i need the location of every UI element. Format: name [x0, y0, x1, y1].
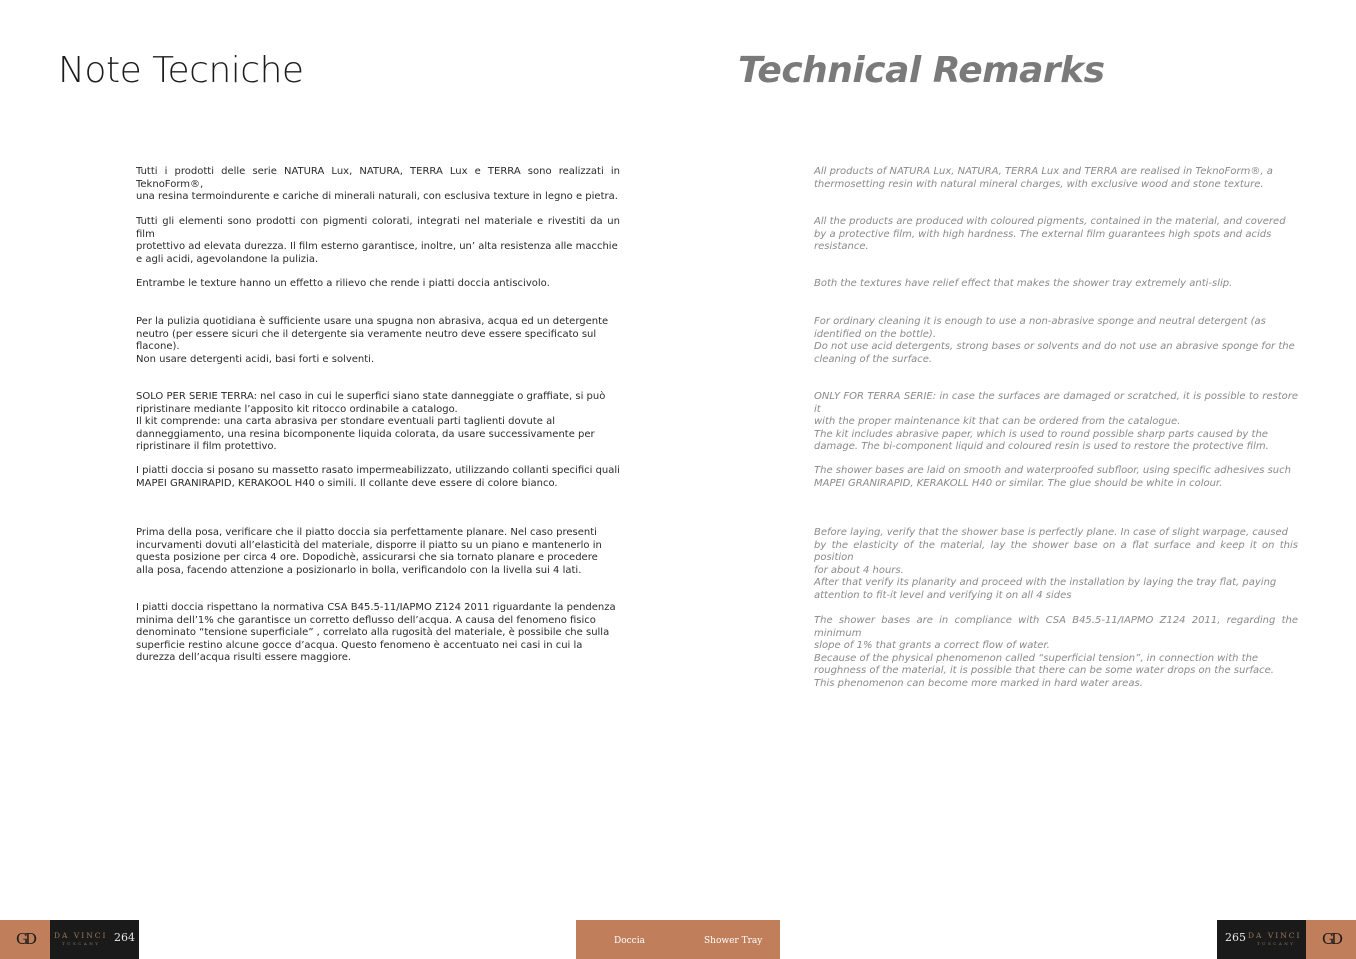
section-label-english: Shower Tray — [704, 936, 763, 946]
footer-section-label — [576, 920, 780, 959]
paragraph-line: The kit includes abrasive paper, which is used to round possible sharp parts caused by the — [814, 428, 1268, 440]
brand-subtitle: TUSCANY — [1257, 941, 1296, 946]
paragraph-line: MAPEI GRANIRAPID, KERAKOOL H40 o simili. Il collante deve essere di colore bianco. — [136, 477, 558, 489]
paragraph-line: This phenomenon can become more marked in hard water areas. — [814, 677, 1143, 689]
paragraph-line: flacone). — [136, 341, 180, 352]
paragraph-line: After that verify its planarity and proceed with the installation by laying the tray flat, paying — [814, 577, 1277, 588]
paragraph-line: Per la pulizia quotidiana è sufficiente usare una spugna non abrasiva, acqua ed un detergente — [136, 316, 609, 327]
paragraph-line: denominato “tensione superficiale” , correlato alla rugosità del materiale, è possibile che sulla — [136, 627, 610, 638]
paragraph — [814, 278, 1298, 291]
paragraph-line: questa posizione per circa 4 ore. Dopodichè, assicurarsi che sia tornato planare e procedere — [136, 552, 598, 563]
paragraph-line: Before laying, verify that the shower base is perfectly plane. In case of slight warpage, caused — [814, 527, 1288, 538]
paragraph-line: roughness of the material, it is possible that there can be some water drops on the surface. — [814, 665, 1274, 676]
paragraph — [136, 316, 620, 366]
paragraph-line: Non usare detergenti acidi, basi forti e solventi. — [136, 353, 375, 365]
paragraph-line: Tutti i prodotti delle serie NATURA Lux, NATURA, TERRA Lux e TERRA sono realizzati in TeknoForm®, — [136, 166, 620, 190]
paragraph — [814, 527, 1298, 602]
page-number-left: 264 — [114, 931, 135, 944]
paragraph-line: ripristinare mediante l’apposito kit ritocco ordinabile a catalogo. — [136, 403, 458, 415]
paragraph-line: for about 4 hours. — [814, 564, 904, 576]
paragraph — [136, 278, 620, 291]
paragraph-line: ONLY FOR TERRA SERIE: in case the surfaces are damaged or scratched, it is possible to restore it — [814, 391, 1298, 415]
paragraph-line: Prima della posa, verificare che il piatto doccia sia perfettamente planare. Nel caso presenti — [136, 527, 597, 538]
paragraph-line: slope of 1% that grants a correct flow of water. — [814, 640, 1050, 651]
logo-icon: GD — [1321, 930, 1340, 948]
brand-subtitle: TUSCANY — [62, 941, 101, 946]
paragraph-line: minima dell’1% che garantisce un corretto deflusso dell’acqua. A causa del fenomeno fisico — [136, 614, 596, 626]
paragraph-line: Both the textures have relief effect that makes the shower tray extremely anti-slip. — [814, 278, 1233, 289]
paragraph-line: identified on the bottle). — [814, 328, 936, 340]
section-label-italian: Doccia — [614, 936, 645, 946]
logo-icon: GD — [15, 930, 34, 948]
paragraph — [814, 166, 1298, 191]
paragraph-line: una resina termoindurente e cariche di minerali naturali, con esclusiva texture in legno e pietra. — [136, 191, 618, 202]
paragraph-line: SOLO PER SERIE TERRA: nel caso in cui le superfici siano state danneggiate o graffiate, si può — [136, 391, 606, 402]
paragraph — [814, 216, 1298, 254]
paragraph — [814, 465, 1298, 490]
paragraph-line: neutro (per essere sicuri che il detergente sia veramente neutro deve essere specificato sul — [136, 328, 597, 340]
paragraph-line: thermosetting resin with natural mineral charges, with exclusive wood and stone texture. — [814, 178, 1264, 190]
footer-tab-left — [0, 920, 50, 959]
paragraph — [136, 166, 620, 204]
paragraph-line: Do not use acid detergents, strong bases or solvents and do not use an abrasive sponge for the — [814, 341, 1295, 352]
paragraph-line: alla posa, facendo attenzione a posizionarlo in bolla, verificandolo con la livella sui 4 lati. — [136, 564, 582, 576]
paragraph-line: I piatti doccia rispettano la normativa CSA B45.5-11/IAPMO Z124 2011 riguardante la pendenza — [136, 602, 616, 613]
footer-brand-right — [1217, 920, 1306, 959]
footer-tab-right — [1306, 920, 1356, 959]
paragraph-line: Il kit comprende: una carta abrasiva per stondare eventuali parti taglienti dovute al — [136, 416, 556, 427]
paragraph — [136, 391, 620, 454]
paragraph-line: durezza dell’acqua risulti essere maggiore. — [136, 652, 352, 663]
paragraph-line: with the proper maintenance kit that can be ordered from the catalogue. — [814, 416, 1181, 427]
paragraph-line: MAPEI GRANIRAPID, KERAKOLL H40 or similar. The glue should be white in colour. — [814, 477, 1223, 489]
paragraph-line: superficie restino alcune gocce d’acqua. Questo fenomeno è accentuato nei casi in cui la — [136, 639, 583, 651]
paragraph — [814, 391, 1298, 454]
paragraph — [814, 316, 1298, 366]
paragraph-line: danneggiamento, una resina bicomponente liquida colorata, da usare successivamente per — [136, 428, 595, 440]
paragraph-line: damage. The bi-component liquid and coloured resin is used to restore the protective film. — [814, 441, 1269, 452]
paragraph-line: I piatti doccia si posano su massetto rasato impermeabilizzato, utilizzando collanti specifici quali — [136, 465, 620, 476]
paragraph-line: cleaning of the surface. — [814, 353, 933, 365]
paragraph-line: The shower bases are laid on smooth and waterproofed subfloor, using specific adhesives such — [814, 465, 1291, 476]
paragraph-line: attention to fit-it level and verifying it on all 4 sides — [814, 589, 1072, 601]
paragraph-line: protettivo ad elevata durezza. Il film esterno garantisce, inoltre, un’ alta resistenza alle macchie — [136, 241, 618, 252]
paragraph-line: Tutti gli elementi sono prodotti con pigmenti colorati, integrati nel materiale e rivestiti da un film — [136, 216, 620, 240]
paragraph-line: ripristinare il film protettivo. — [136, 441, 277, 452]
footer-brand-left — [50, 920, 139, 959]
paragraph-line: incurvamenti dovuti all’elasticità del materiale, disporre il piatto su un piano e mantenerlo in — [136, 539, 602, 551]
paragraph-line: resistance. — [814, 241, 869, 252]
paragraph — [136, 527, 620, 577]
paragraph-line: Entrambe le texture hanno un effetto a rilievo che rende i piatti doccia antiscivolo. — [136, 278, 550, 289]
brand-name: DA VINCI — [54, 931, 108, 940]
paragraph — [136, 216, 620, 266]
paragraph — [136, 465, 620, 490]
paragraph — [136, 602, 620, 665]
brand-name: DA VINCI — [1248, 931, 1302, 940]
paragraph — [814, 615, 1298, 690]
paragraph-line: e agli acidi, agevolandone la pulizia. — [136, 253, 319, 265]
paragraph-line: by the elasticity of the material, lay the shower base on a flat surface and keep it on this position — [814, 539, 1298, 563]
paragraph-line: The shower bases are in compliance with CSA B45.5-11/IAPMO Z124 2011, regarding the minimum — [814, 615, 1298, 639]
page-title-italian: Note Tecniche — [58, 50, 304, 91]
paragraph-line: by a protective film, with high hardness. The external film guarantees high spots and acids — [814, 228, 1272, 240]
paragraph-line: All products of NATURA Lux, NATURA, TERRA Lux and TERRA are realised in TeknoForm®, a — [814, 166, 1273, 177]
paragraph-line: All the products are produced with coloured pigments, contained in the material, and covered — [814, 216, 1286, 227]
paragraph-line: Because of the physical phenomenon called “superficial tension”, in connection with the — [814, 652, 1259, 664]
paragraph-line: For ordinary cleaning it is enough to use a non-abrasive sponge and neutral detergent (as — [814, 316, 1266, 327]
page-number-right: 265 — [1225, 931, 1246, 944]
page-title-english: Technical Remarks — [738, 50, 1105, 91]
